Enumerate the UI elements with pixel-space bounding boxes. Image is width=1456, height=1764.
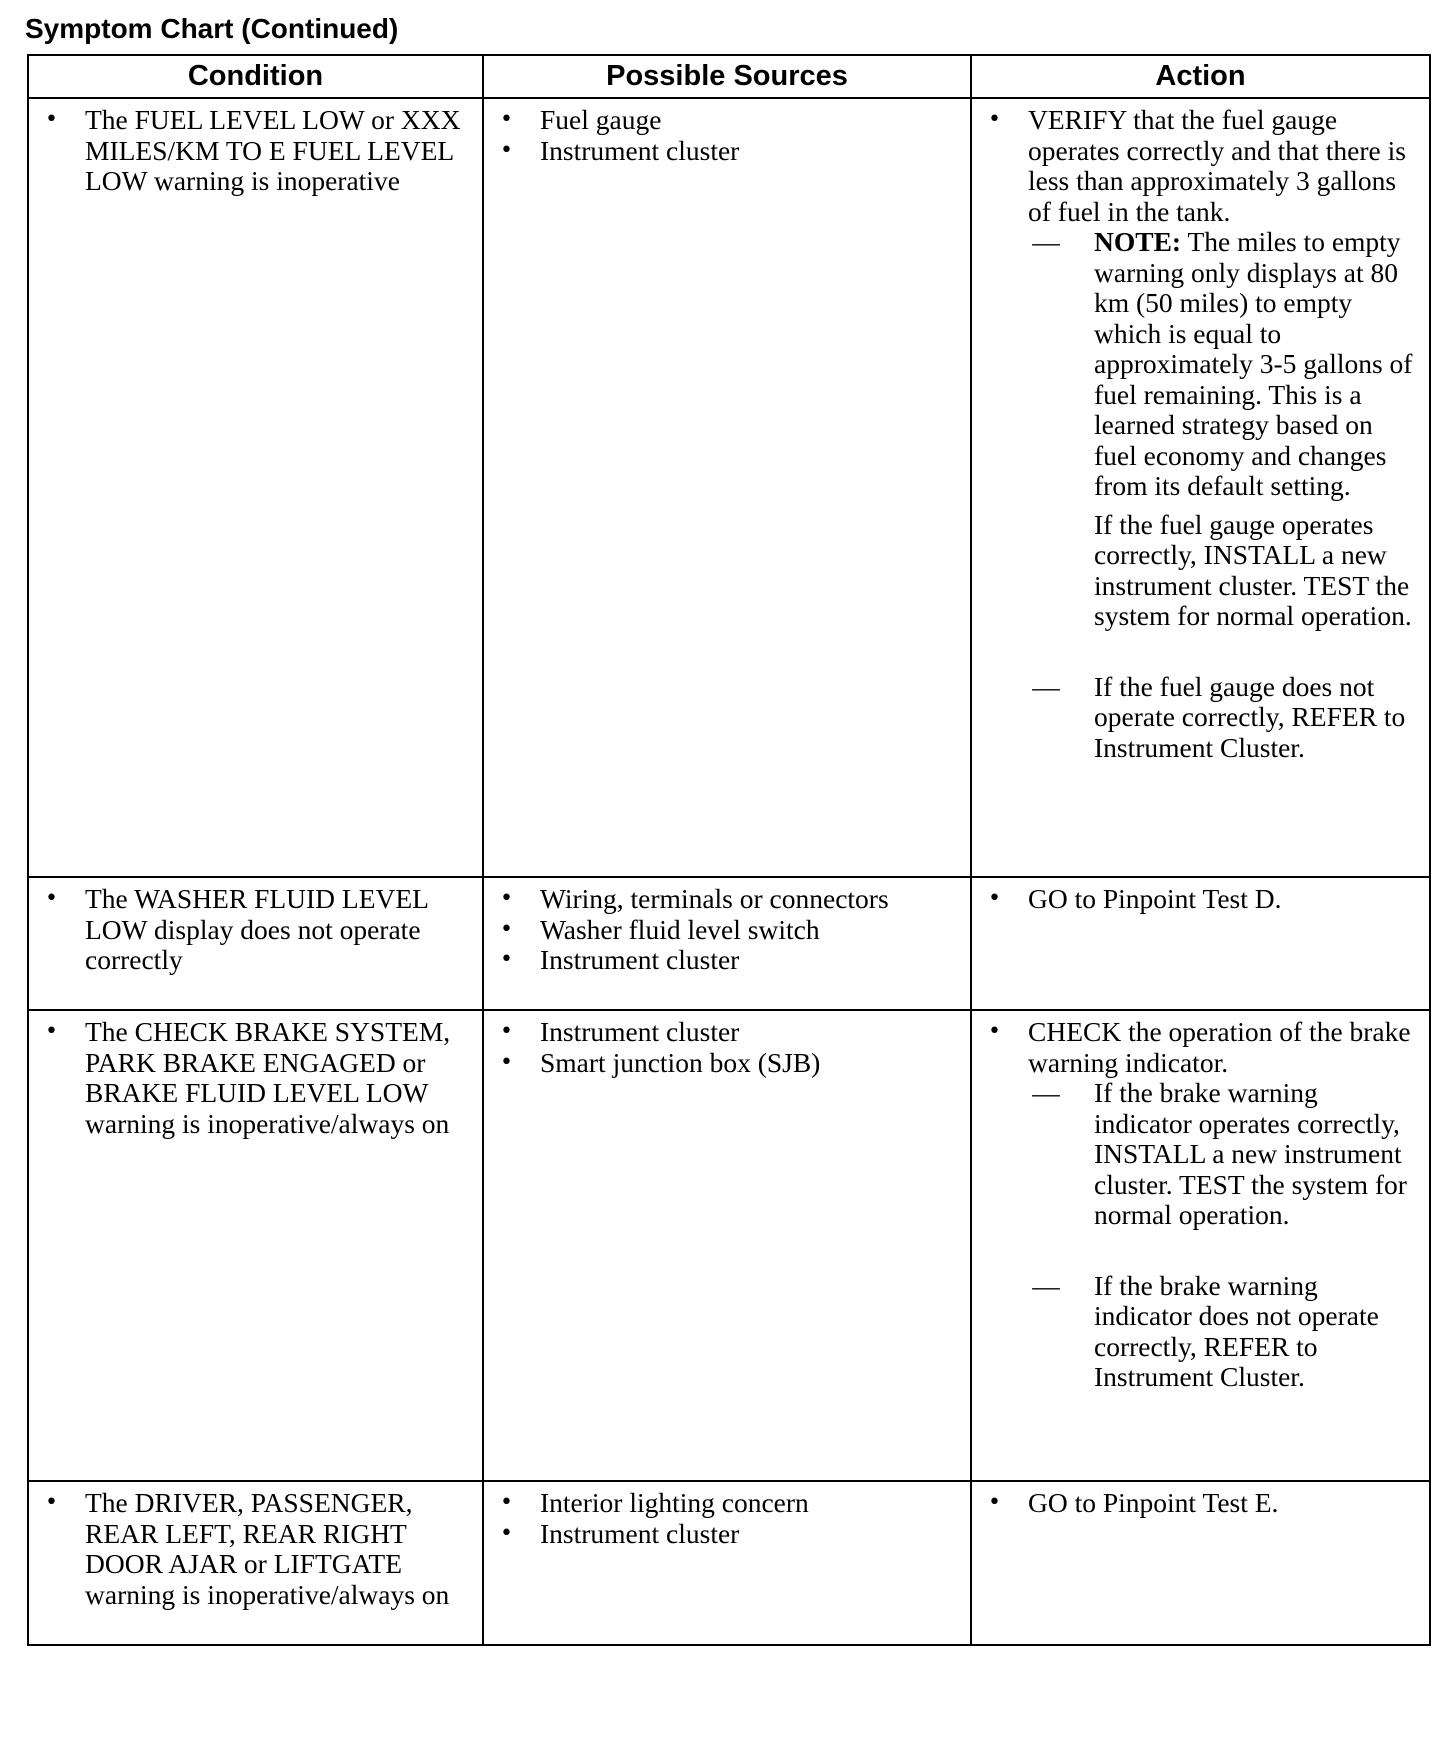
source-item: • Interior lighting concern [496, 1488, 960, 1519]
action-text: CHECK the operation of the brake warning indicator. [1028, 1016, 1411, 1078]
condition-cell [28, 98, 483, 877]
column-header-possible-sources: Possible Sources [483, 55, 971, 98]
action-text: • GO to Pinpoint Test E. [984, 1488, 1419, 1519]
sources-cell [483, 877, 971, 1010]
action-item [984, 105, 1419, 763]
condition-cell [28, 877, 483, 1010]
note-text: The miles to empty warning only displays at 80 km (50 miles) to empty which is equal to approximately 3-5 gallons of fuel remaining. This is a learned strategy based on fuel economy and changes from its default setting. [1094, 226, 1413, 501]
source-item: • Wiring, terminals or connectors [496, 884, 960, 915]
source-item: • Instrument cluster [496, 136, 960, 167]
table-row [28, 98, 1430, 877]
page-title: Symptom Chart (Continued) [25, 13, 399, 44]
sub-item-text: If the brake warning indicator operates correctly, INSTALL a new instrument cluster. TEST the system for normal operation. [1094, 1077, 1407, 1230]
action-cell [971, 1481, 1430, 1645]
table-header-row [28, 55, 1430, 98]
condition-cell [28, 1481, 483, 1645]
action-note [1028, 227, 1419, 632]
action-item [984, 1017, 1419, 1393]
note-followup: If the fuel gauge operates correctly, INSTALL a new instrument cluster. TEST the system for normal operation. [1094, 508, 1412, 631]
dash-marker: — [1032, 670, 1060, 702]
action-cell [971, 1010, 1430, 1481]
dash-marker: — [1032, 1269, 1060, 1301]
condition-text: • The CHECK BRAKE SYSTEM, PARK BRAKE ENGAGED or BRAKE FLUID LEVEL LOW warning is inoperative/always on [41, 1017, 472, 1139]
dash-marker: — [1032, 1077, 1060, 1108]
source-item: • Smart junction box (SJB) [496, 1048, 960, 1079]
source-item: • Fuel gauge [496, 105, 960, 136]
table-row [28, 1481, 1430, 1645]
column-header-action: Action [971, 55, 1430, 98]
action-cell [971, 98, 1430, 877]
condition-text: • The FUEL LEVEL LOW or XXX MILES/KM TO E FUEL LEVEL LOW warning is inoperative [41, 105, 472, 197]
action-sub-item [1028, 672, 1419, 764]
column-header-condition: Condition [28, 55, 483, 98]
table-row [28, 1010, 1430, 1481]
sources-cell [483, 98, 971, 877]
action-cell [971, 877, 1430, 1010]
action-text: VERIFY that the fuel gauge operates correctly and that there is less than approximately 3 gallons of fuel in the tank. [1028, 104, 1406, 227]
table-row [28, 877, 1430, 1010]
source-item: • Instrument cluster [496, 1017, 960, 1048]
sub-item-text: If the brake warning indicator does not operate correctly, REFER to Instrument Cluster. [1094, 1269, 1379, 1392]
sub-item-text: If the fuel gauge does not operate correctly, REFER to Instrument Cluster. [1094, 670, 1406, 763]
condition-cell [28, 1010, 483, 1481]
sources-cell [483, 1010, 971, 1481]
sources-cell [483, 1481, 971, 1645]
action-text: • GO to Pinpoint Test D. [984, 884, 1419, 915]
source-item: • Washer fluid level switch [496, 915, 960, 946]
condition-text: • The DRIVER, PASSENGER, REAR LEFT, REAR RIGHT DOOR AJAR or LIFTGATE warning is inoperative/always on [41, 1488, 472, 1610]
source-item: • Instrument cluster [496, 1519, 960, 1550]
action-sub-item [1028, 1271, 1419, 1393]
dash-marker: — [1032, 226, 1060, 257]
action-sub-item [1028, 1078, 1419, 1231]
source-item: • Instrument cluster [496, 945, 960, 976]
condition-text: • The WASHER FLUID LEVEL LOW display does not operate correctly [41, 884, 472, 976]
note-label: NOTE: [1094, 226, 1182, 257]
symptom-chart-table [27, 54, 1431, 1646]
